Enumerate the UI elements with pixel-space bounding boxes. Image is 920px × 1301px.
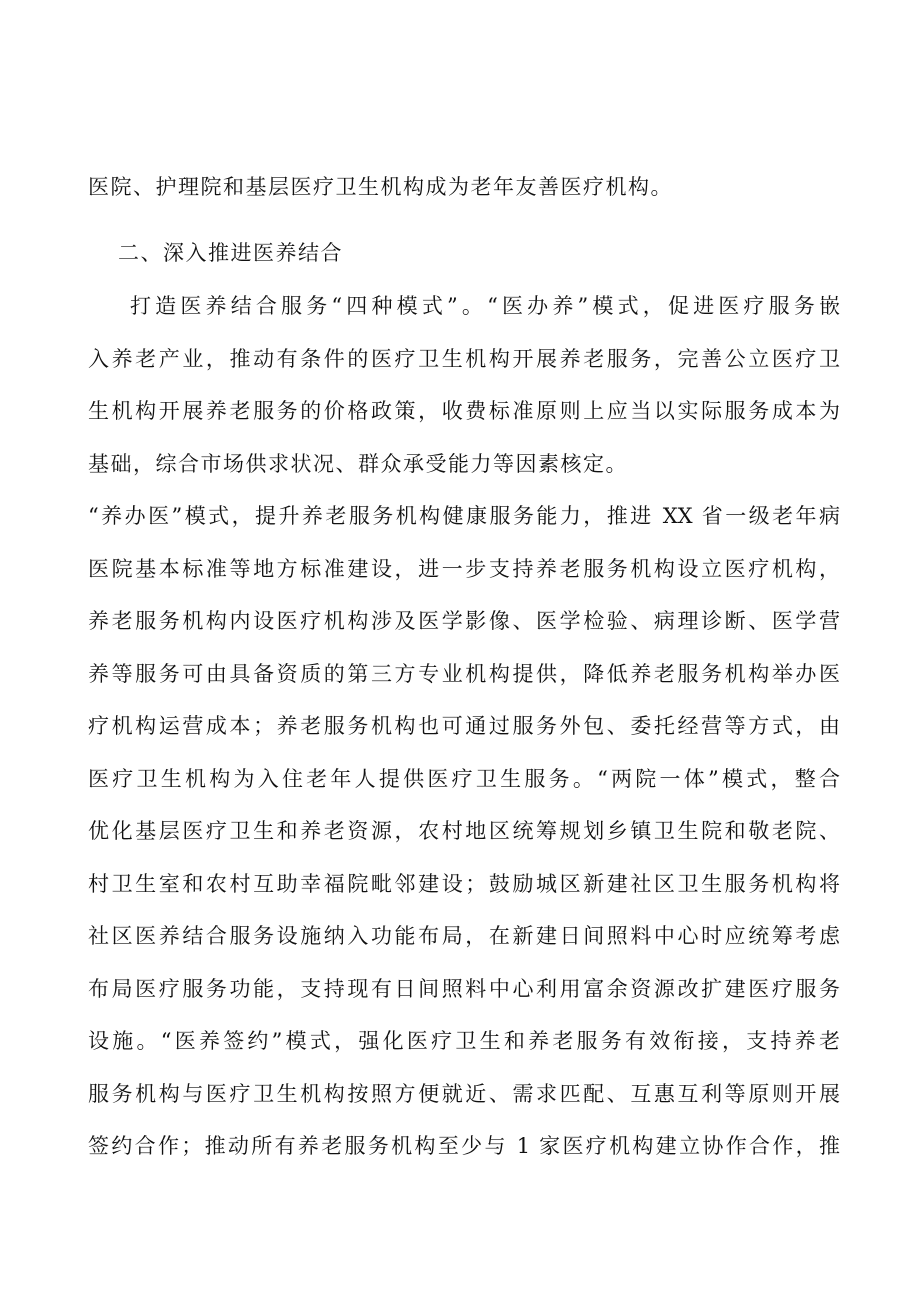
paragraph-first-line: 打造医养结合服务“四种模式”。“医办养”模式，促进医疗服务嵌 — [130, 294, 840, 318]
body-text-line: 布局医疗服务功能，支持现有日间照料中心利用富余资源改扩建医疗服务 — [88, 977, 840, 1001]
body-text-line: 社区医养结合服务设施纳入功能布局，在新建日间照料中心时应统筹考虑 — [88, 924, 840, 948]
body-text-line: 村卫生室和农村互助幸福院毗邻建设；鼓励城区新建社区卫生服务机构将 — [88, 872, 840, 896]
body-text-line: 养老服务机构内设医疗机构涉及医学影像、医学检验、病理诊断、医学营 — [88, 609, 840, 633]
body-text-line: 医院基本标准等地方标准建设，进一步支持养老服务机构设立医疗机构， — [88, 557, 840, 581]
body-text-line: 签约合作；推动所有养老服务机构至少与 1 家医疗机构建立协作合作，推 — [88, 1134, 840, 1158]
body-text-line: 设施。“医养签约”模式，强化医疗卫生和养老服务有效衔接，支持养老 — [88, 1029, 840, 1053]
body-text-line: 优化基层医疗卫生和养老资源，农村地区统筹规划乡镇卫生院和敬老院、 — [88, 819, 840, 843]
section-heading: 二、深入推进医养结合 — [118, 241, 343, 265]
body-text-line: 入养老产业，推动有条件的医疗卫生机构开展养老服务，完善公立医疗卫 — [88, 347, 840, 371]
body-text-line: “养办医”模式，提升养老服务机构健康服务能力，推进 XX 省一级老年病 — [88, 504, 840, 528]
body-text-line: 基础，综合市场供求状况、群众承受能力等因素核定。 — [88, 452, 628, 476]
body-text-line: 生机构开展养老服务的价格政策，收费标准原则上应当以实际服务成本为 — [88, 399, 840, 423]
body-text-line: 养等服务可由具备资质的第三方专业机构提供，降低养老服务机构举办医 — [88, 662, 840, 686]
body-text-line: 疗机构运营成本；养老服务机构也可通过服务外包、委托经营等方式，由 — [88, 714, 840, 738]
body-text-line: 服务机构与医疗卫生机构按照方便就近、需求匹配、互惠互利等原则开展 — [88, 1082, 840, 1106]
body-text-line: 医疗卫生机构为入住老年人提供医疗卫生服务。“两院一体”模式，整合 — [88, 767, 840, 791]
body-text-line: 医院、护理院和基层医疗卫生机构成为老年友善医疗机构。 — [88, 175, 673, 199]
